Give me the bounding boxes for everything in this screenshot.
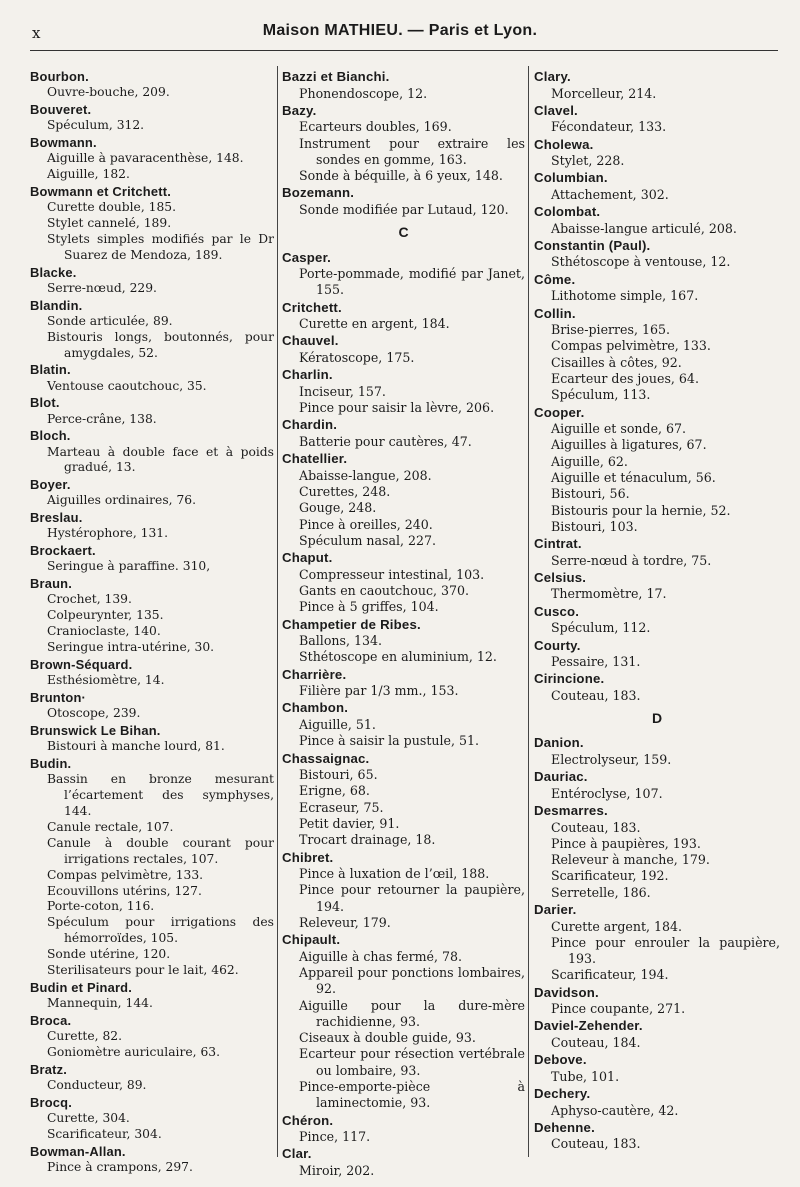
instrument-item: Aiguilles à ligatures, 67. [551, 437, 707, 453]
inventor-name: Brown-Séquard. [30, 657, 133, 673]
index-entry [30, 361, 274, 394]
instrument-item: Aphyso-cautère, 42. [551, 1102, 679, 1118]
instrument-item: Bistouri, 103. [551, 518, 638, 534]
inventor-name: Davidson. [534, 984, 599, 1000]
index-entry [30, 394, 274, 427]
instrument-item: Curettes, 248. [299, 483, 391, 499]
inventor-name: Collin. [534, 305, 576, 321]
instrument-item: Sonde articulée, 89. [47, 313, 173, 328]
instrument-item: Serretelle, 186. [551, 884, 651, 900]
instrument-item: Perce-crâne, 138. [47, 411, 157, 426]
instrument-item: Pince à crampons, 297. [47, 1159, 193, 1174]
inventor-name: Clar. [282, 1146, 312, 1162]
instrument-item: Pince coupante, 271. [551, 1001, 686, 1017]
index-entry [282, 332, 525, 366]
inventor-name: Côme. [534, 271, 576, 287]
instrument-item: Entéroclyse, 107. [551, 785, 663, 801]
inventor-name: Bratz. [30, 1061, 68, 1077]
index-entry [282, 68, 525, 102]
instrument-item: Spéculum pour irrigations des hémorroïdes, 105. [47, 915, 274, 946]
instrument-item: Couteau, 184. [551, 1034, 641, 1050]
instrument-item: Porte-pommade, modifié par Janet, 155. [299, 266, 525, 298]
index-entry [282, 699, 525, 749]
instrument-item: Pessaire, 131. [551, 654, 641, 670]
index-entry [30, 1143, 274, 1176]
instrument-item: Morcelleur, 214. [551, 85, 657, 101]
inventor-name: Bozemann. [282, 185, 355, 201]
inventor-name: Chauvel. [282, 333, 339, 349]
inventor-name: Charlin. [282, 367, 333, 383]
index-entry [534, 734, 780, 768]
instrument-item: Colpeurynter, 135. [47, 608, 164, 623]
index-entry [282, 1145, 525, 1179]
inventor-name: Champetier de Ribes. [282, 616, 421, 632]
index-entry [30, 68, 274, 101]
inventor-name: Cintrat. [534, 536, 582, 552]
instrument-item: Aiguilles ordinaires, 76. [47, 493, 197, 508]
instrument-item: Aiguille, 62. [551, 453, 628, 469]
inventor-name: Casper. [282, 249, 332, 265]
index-entry [30, 755, 274, 979]
instrument-item: Trocart drainage, 18. [299, 832, 436, 848]
instrument-item: Curette en argent, 184. [299, 316, 450, 332]
instrument-item: Sterilisateurs pour le lait, 462. [47, 963, 239, 978]
inventor-name: Blot. [30, 395, 60, 411]
inventor-name: Critchett. [282, 299, 342, 315]
instrument-item: Pince, 117. [299, 1129, 371, 1145]
index-entry [30, 656, 274, 689]
inventor-name: Brocq. [30, 1094, 73, 1110]
inventor-name: Chaput. [282, 550, 333, 566]
instrument-item: Hystérophore, 131. [47, 526, 169, 541]
inventor-name: Blatin. [30, 362, 71, 378]
instrument-item: Sthétoscope à ventouse, 12. [551, 254, 731, 270]
inventor-name: Constantin (Paul). [534, 237, 651, 253]
inventor-name: Desmarres. [534, 803, 608, 819]
inventor-name: Dehenne. [534, 1119, 595, 1135]
instrument-item: Ecarteur pour résection vertébrale ou lombaire, 93. [299, 1046, 525, 1078]
instrument-item: Couteau, 183. [551, 687, 641, 703]
instrument-item: Aiguille pour la dure-mère rachidienne, 93. [299, 997, 525, 1029]
instrument-item: Bistouris longs, boutonnés, pour amygdales, 52. [47, 329, 274, 360]
instrument-item: Cranioclaste, 140. [47, 624, 161, 639]
inventor-name: Dauriac. [534, 769, 588, 785]
inventor-name: Columbian. [534, 170, 608, 186]
index-entry [534, 305, 780, 404]
inventor-name: Danion. [534, 735, 584, 751]
instrument-item: Crochet, 139. [47, 592, 132, 607]
instrument-item: Aiguille, 51. [299, 716, 376, 732]
instrument-item: Lithotome simple, 167. [551, 288, 699, 304]
inventor-name: Charrière. [282, 666, 347, 682]
instrument-item: Ciseaux à double guide, 93. [299, 1030, 476, 1046]
instrument-item: Scarificateur, 194. [551, 967, 669, 983]
instrument-item: Bistouri, 56. [551, 486, 630, 502]
instrument-item: Pince à 5 griffes, 104. [299, 599, 439, 615]
index-entry [534, 1085, 780, 1119]
index-entry [30, 101, 274, 134]
index-entry [534, 203, 780, 237]
section-letter: C [398, 224, 409, 241]
instrument-item: Pince pour saisir la lèvre, 206. [299, 400, 495, 416]
instrument-item: Ballons, 134. [299, 633, 383, 649]
instrument-item: Bassin en bronze mesurant l’écartement des symphyses, 144. [47, 772, 274, 818]
index-column-1 [30, 68, 274, 1179]
inventor-name: Bowman-Allan. [30, 1143, 126, 1159]
index-entry [30, 134, 274, 183]
instrument-item: Ecarteurs doubles, 169. [299, 119, 452, 135]
instrument-item: Seringue à paraffine. 310, [47, 559, 211, 574]
index-entry [534, 901, 780, 984]
instrument-item: Thermomètre, 17. [551, 586, 667, 602]
inventor-name: Chatellier. [282, 451, 348, 467]
index-entry [534, 102, 780, 136]
inventor-name: Darier. [534, 902, 577, 917]
column-divider [277, 66, 278, 1157]
instrument-item: Sonde utérine, 120. [47, 947, 171, 962]
inventor-name: Colombat. [534, 204, 601, 220]
index-entry [534, 768, 780, 802]
instrument-item: Releveur, 179. [299, 914, 391, 930]
inventor-name: Bouveret. [30, 102, 92, 117]
instrument-item: Curette, 304. [47, 1110, 130, 1125]
instrument-item: Pince à paupières, 193. [551, 835, 701, 851]
instrument-item: Couteau, 183. [551, 1136, 641, 1152]
instrument-item: Ecraseur, 75. [299, 799, 384, 815]
instrument-item: Gouge, 248. [299, 500, 377, 516]
index-entry [30, 297, 274, 362]
inventor-name: Celsius. [534, 569, 587, 585]
index-entry [534, 271, 780, 305]
inventor-name: Daviel-Zehender. [534, 1018, 643, 1034]
instrument-item: Canule à double courant pour irrigations rectales, 107. [47, 835, 274, 866]
inventor-name: Clary. [534, 69, 571, 84]
index-entry [30, 1061, 274, 1094]
inventor-name: Brockaert. [30, 543, 96, 559]
instrument-item: Batterie pour cautères, 47. [299, 433, 472, 449]
instrument-item: Pince pour retourner la paupière, 194. [299, 882, 525, 914]
instrument-item: Mannequin, 144. [47, 996, 153, 1011]
index-entry [534, 1051, 780, 1085]
running-title: Maison MATHIEU. — Paris et Lyon. [262, 22, 538, 39]
inventor-name: Broca. [30, 1012, 72, 1028]
instrument-item: Marteau à double face et à poids gradué, 13. [47, 444, 274, 475]
inventor-name: Bowmann et Critchett. [30, 183, 171, 199]
index-entry [534, 569, 780, 603]
instrument-item: Curette double, 185. [47, 200, 177, 214]
index-entry [534, 984, 780, 1018]
instrument-item: Couteau, 183. [551, 819, 641, 835]
instrument-item: Spéculum, 112. [551, 620, 651, 636]
instrument-item: Filière par 1/3 mm., 153. [299, 683, 459, 699]
instrument-item: Stylet, 228. [551, 153, 625, 169]
inventor-name: Chibret. [282, 849, 334, 865]
instrument-item: Conducteur, 89. [47, 1077, 147, 1092]
instrument-item: Inciseur, 157. [299, 383, 386, 399]
inventor-name: Chardin. [282, 417, 338, 433]
inventor-name: Chambon. [282, 700, 349, 716]
index-entry [30, 264, 274, 297]
instrument-item: Abaisse-langue articulé, 208. [551, 220, 737, 236]
instrument-item: Miroir, 202. [299, 1162, 375, 1178]
instrument-item: Appareil pour ponctions lombaires, 92. [299, 964, 525, 997]
index-entry [282, 184, 525, 218]
instrument-item: Kératoscope, 175. [299, 349, 415, 365]
header-rule [30, 50, 778, 51]
instrument-item: Ecarteur des joues, 64. [551, 370, 699, 386]
index-entry [30, 183, 274, 264]
index-entry [30, 689, 274, 722]
inventor-name: Brunswick Le Bihan. [30, 723, 161, 739]
inventor-name: Blacke. [30, 264, 77, 280]
instrument-item: Compas pelvimètre, 133. [47, 867, 204, 882]
instrument-item: Esthésiomètre, 14. [47, 673, 165, 688]
instrument-item: Releveur à manche, 179. [551, 852, 710, 868]
index-entry [282, 102, 525, 185]
instrument-item: Bistouris pour la hernie, 52. [551, 502, 731, 518]
index-entry [534, 136, 780, 170]
inventor-name: Bowmann. [30, 135, 97, 150]
inventor-name: Breslau. [30, 510, 83, 526]
index-entry [534, 670, 780, 704]
index-entry [282, 750, 525, 849]
instrument-item: Ecouvillons utérins, 127. [47, 883, 202, 898]
index-entry [534, 1119, 780, 1153]
inventor-name: Dechery. [534, 1086, 591, 1102]
instrument-item: Stylet cannelé, 189. [47, 215, 172, 230]
inventor-name: Budin et Pinard. [30, 979, 133, 995]
instrument-item: Otoscope, 239. [47, 706, 141, 721]
index-entry [282, 366, 525, 416]
index-entry [30, 722, 274, 755]
instrument-item: Fécondateur, 133. [551, 119, 667, 135]
index-entry [30, 476, 274, 509]
index-entry [534, 637, 780, 671]
instrument-item: Scarificateur, 192. [551, 868, 669, 884]
index-entry [534, 68, 780, 102]
inventor-name: Bazy. [282, 102, 317, 118]
index-entry [534, 535, 780, 569]
index-entry [534, 1017, 780, 1051]
inventor-name: Boyer. [30, 477, 71, 493]
index-entry [282, 849, 525, 932]
instrument-item: Cisailles à côtes, 92. [551, 354, 682, 370]
index-entry [534, 237, 780, 271]
instrument-item: Pince à saisir la pustule, 51. [299, 733, 480, 749]
instrument-item: Attachement, 302. [551, 186, 669, 202]
inventor-name: Clavel. [534, 102, 578, 118]
instrument-item: Compresseur intestinal, 103. [299, 566, 485, 582]
inventor-name: Bourbon. [30, 69, 89, 84]
inventor-name: Debove. [534, 1052, 587, 1068]
index-entry [30, 509, 274, 542]
instrument-item: Spéculum nasal, 227. [299, 532, 437, 548]
inventor-name: Braun. [30, 576, 73, 592]
instrument-item: Spéculum, 312. [47, 118, 145, 133]
column-divider [528, 66, 529, 1157]
instrument-item: Sonde à béquille, à 6 yeux, 148. [299, 168, 503, 184]
index-entry [534, 404, 780, 536]
inventor-name: Courty. [534, 637, 581, 653]
instrument-item: Spéculum, 113. [551, 387, 651, 403]
instrument-item: Aiguille et sonde, 67. [551, 421, 687, 437]
inventor-name: Chassaignac. [282, 750, 370, 766]
inventor-name: Cooper. [534, 404, 585, 420]
instrument-item: Ventouse caoutchouc, 35. [47, 378, 207, 393]
index-entry [282, 299, 525, 333]
instrument-item: Phonendoscope, 12. [299, 85, 428, 101]
index-entry [534, 603, 780, 637]
section-letter: D [651, 710, 663, 727]
index-entry [282, 249, 525, 299]
inventor-name: Brunton· [30, 690, 87, 706]
index-entry [282, 450, 525, 549]
index-entry [30, 542, 274, 575]
instrument-item: Sonde modifiée par Lutaud, 120. [299, 201, 509, 217]
instrument-item: Stylets simples modifiés par le Dr Suarez de Mendoza, 189. [47, 231, 274, 262]
index-entry [282, 1112, 525, 1146]
instrument-item: Brise-pierres, 165. [551, 322, 671, 338]
inventor-name: Cusco. [534, 603, 580, 619]
index-column-3 [534, 68, 780, 1179]
index-entry [282, 931, 525, 1111]
instrument-item: Serre-nœud à tordre, 75. [551, 552, 712, 568]
inventor-name: Chipault. [282, 932, 341, 948]
instrument-item: Aiguille et ténaculum, 56. [551, 469, 716, 485]
instrument-item: Pince à oreilles, 240. [299, 516, 433, 532]
index-entry [534, 169, 780, 203]
index-entry [534, 802, 780, 901]
instrument-item: Pince-emporte-pièce à laminectomie, 93. [299, 1079, 525, 1111]
index-entry [30, 979, 274, 1012]
instrument-item: Instrument pour extraire les sondes en gomme, 163. [299, 135, 525, 167]
instrument-item: Serre-nœud, 229. [47, 280, 157, 295]
instrument-item: Petit davier, 91. [299, 815, 400, 831]
inventor-name: Cirincione. [534, 671, 605, 687]
inventor-name: Blandin. [30, 297, 83, 313]
index-entry [282, 616, 525, 666]
instrument-item: Erigne, 68. [299, 783, 370, 799]
instrument-item: Abaisse-langue, 208. [299, 467, 432, 483]
instrument-item: Pince à luxation de l’œil, 188. [299, 866, 490, 881]
inventor-name: Chéron. [282, 1112, 334, 1128]
instrument-item: Aiguille à chas fermé, 78. [299, 948, 463, 964]
instrument-item: Electrolyseur, 159. [551, 751, 672, 767]
index-entry [30, 575, 274, 656]
instrument-item: Ouvre-bouche, 209. [47, 85, 170, 100]
index-entry [30, 427, 274, 476]
instrument-item: Compas pelvimètre, 133. [551, 338, 711, 354]
instrument-item: Tube, 101. [551, 1068, 620, 1084]
instrument-item: Gants en caoutchouc, 370. [299, 582, 470, 598]
instrument-item: Aiguille, 182. [47, 167, 130, 181]
instrument-item: Canule rectale, 107. [47, 819, 174, 834]
index-entry [30, 1094, 274, 1143]
instrument-item: Porte-coton, 116. [47, 899, 155, 914]
instrument-item: Seringue intra-utérine, 30. [47, 640, 215, 655]
index-entry [282, 666, 525, 700]
inventor-name: Bazzi et Bianchi. [282, 69, 390, 84]
instrument-item: Scarificateur, 304. [47, 1126, 162, 1141]
index-entry [30, 1012, 274, 1061]
index-entry [282, 416, 525, 450]
index-entry [282, 549, 525, 615]
instrument-item: Aiguille à pavaracenthèse, 148. [47, 151, 244, 166]
inventor-name: Cholewa. [534, 136, 594, 152]
instrument-item: Curette, 82. [47, 1029, 123, 1044]
instrument-item: Sthétoscope en aluminium, 12. [299, 649, 497, 665]
inventor-name: Bloch. [30, 428, 71, 444]
instrument-item: Bistouri à manche lourd, 81. [47, 739, 225, 754]
page-number: x [32, 24, 41, 42]
instrument-item: Curette argent, 184. [551, 918, 683, 934]
inventor-name: Budin. [30, 756, 72, 772]
instrument-item: Pince pour enrouler la paupière, 193. [551, 934, 780, 967]
instrument-item: Bistouri, 65. [299, 767, 378, 783]
index-column-2 [282, 68, 525, 1179]
instrument-item: Goniomètre auriculaire, 63. [47, 1044, 221, 1059]
